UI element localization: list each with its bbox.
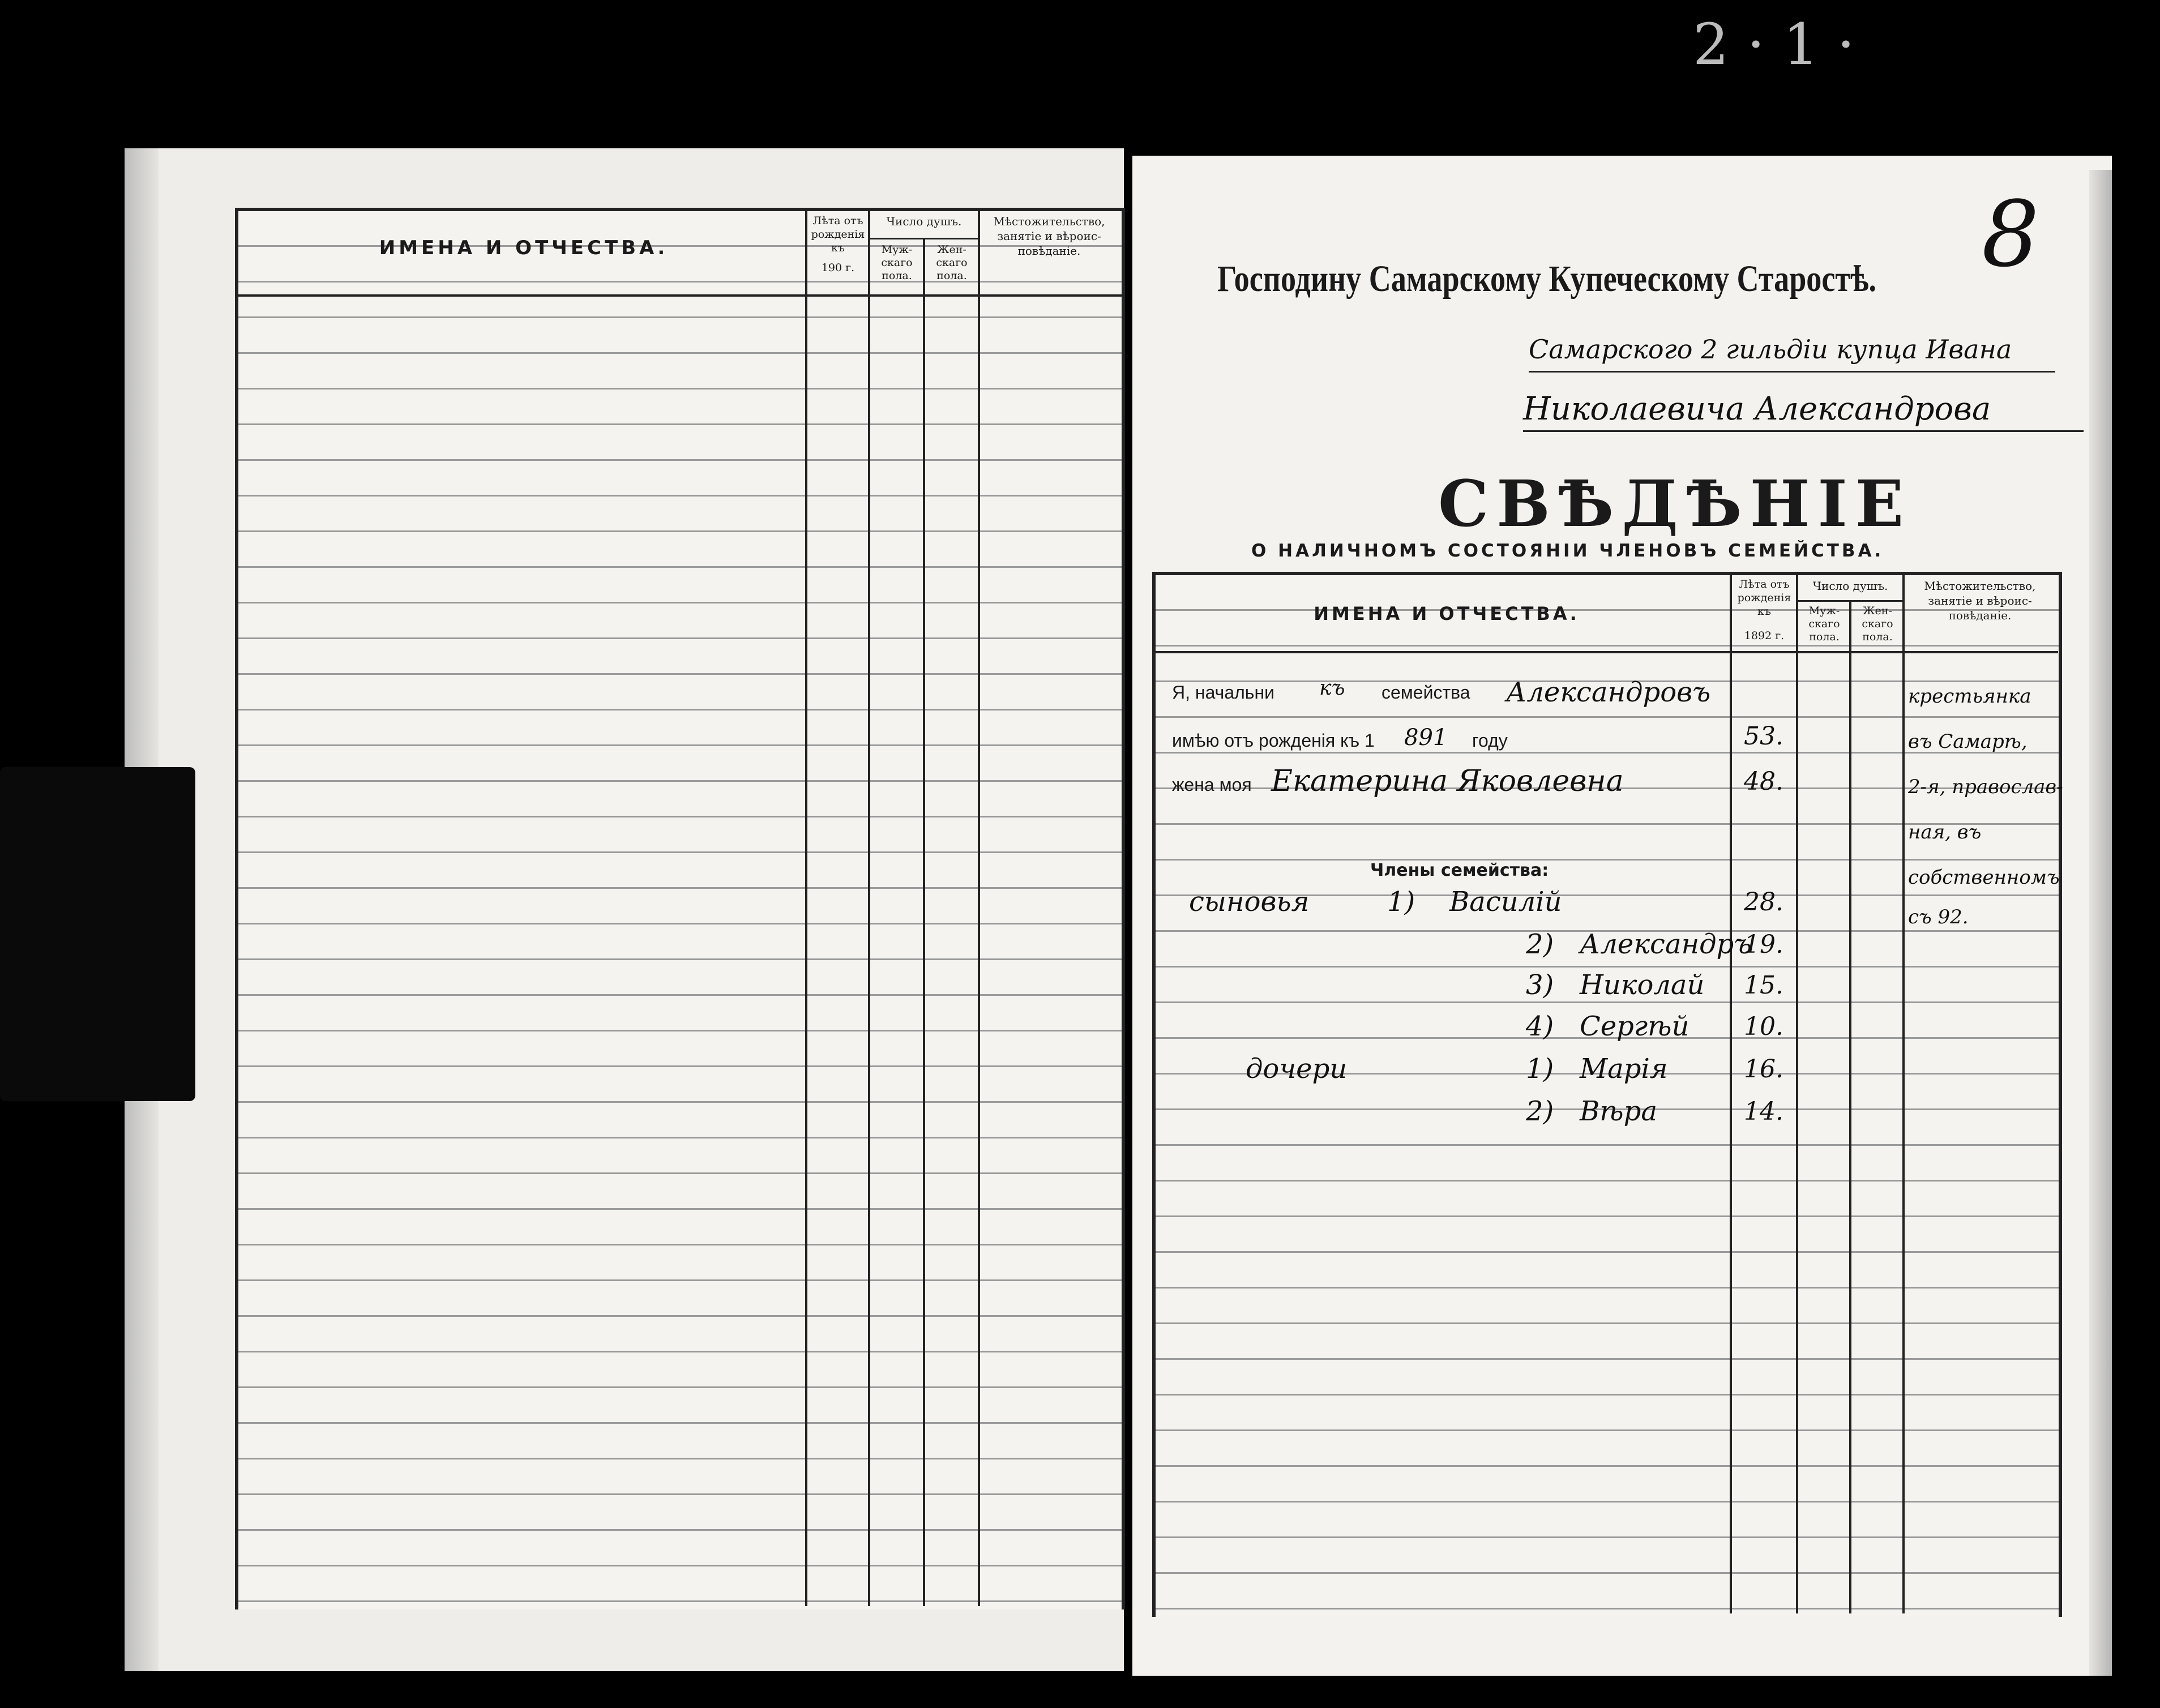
- right-header-rule: [1152, 651, 2058, 653]
- left-ledger-table: [235, 208, 1125, 1609]
- left-header-names: ИМЕНА И ОТЧЕСТВА.: [379, 237, 669, 259]
- member-age: 10.: [1744, 1012, 1783, 1041]
- born-year: 891: [1404, 725, 1448, 751]
- right-col-divider: [1849, 600, 1851, 1613]
- residence-note-line: въ Самарѣ,: [1908, 730, 2028, 753]
- left-col-divider: [868, 208, 870, 1606]
- document-subtitle: О НАЛИЧНОМЪ СОСТОЯНІИ ЧЛЕНОВЪ СЕМЕЙСТВА.: [1251, 541, 1884, 561]
- merchant-underline-2: [1523, 430, 2084, 432]
- wife-age: 48.: [1744, 767, 1783, 796]
- head-family-word: семейства: [1381, 682, 1470, 703]
- born-prefix: имѣю отъ рожденія къ 1: [1172, 730, 1375, 751]
- born-suffix: году: [1472, 730, 1508, 751]
- right-ledger-table: [1152, 572, 2062, 1617]
- right-header-year: 1892 г.: [1744, 630, 1785, 642]
- left-col-divider: [923, 238, 925, 1606]
- left-header-male: Муж-скаго пола.: [881, 243, 913, 282]
- member-name: Сергѣй: [1580, 1011, 1689, 1042]
- right-header-residence: Мѣстожительство, занятіе и вѣроис-повѣданіе.: [1924, 579, 2036, 622]
- left-header-rule: [235, 294, 1122, 297]
- residence-note-line: ная, въ: [1908, 821, 1982, 844]
- member-num: 3): [1526, 969, 1554, 1001]
- member-num: 1): [1526, 1053, 1554, 1085]
- left-souls-rule: [868, 238, 978, 239]
- left-header-residence: Мѣстожительство, занятіе и вѣроис-повѣданіе.: [993, 215, 1105, 258]
- residence-note-line: съ 92.: [1908, 906, 1969, 928]
- address-line: Господину Самарскому Купеческому Старостѣ.: [1217, 258, 1876, 299]
- right-header-age: Лѣта отъ рожденія къ: [1737, 578, 1791, 618]
- merchant-line-1: Самарского 2 гильдіи купца Ивана: [1529, 334, 2012, 365]
- wife-prefix: жена моя: [1172, 774, 1252, 795]
- left-header-year: 190 г.: [821, 262, 855, 274]
- merchant-line-2: Николаевича Александрова: [1523, 391, 1991, 427]
- head-age: 53.: [1744, 722, 1783, 751]
- binding-clip: [0, 767, 195, 1101]
- page-number: 8: [1982, 181, 2039, 287]
- document-title: СВѢДѢНІЕ: [1438, 467, 1912, 541]
- left-header-female: Жен-скаго пола.: [936, 243, 968, 282]
- residence-note-line: собственномъ: [1908, 866, 2060, 889]
- right-col-divider: [1730, 572, 1732, 1613]
- member-name: Александръ: [1580, 928, 1752, 960]
- right-col-divider: [1796, 572, 1798, 1613]
- right-page-edge: [2089, 170, 2112, 1676]
- member-num: 2): [1526, 1095, 1554, 1127]
- member-num: 2): [1526, 928, 1554, 960]
- archive-marks: 2 · 1 ·: [1693, 11, 1855, 78]
- member-age: 19.: [1744, 930, 1783, 959]
- head-prefix: Я, начальни: [1172, 682, 1275, 703]
- member-num: 4): [1526, 1011, 1554, 1042]
- member-group: сыновья: [1189, 886, 1310, 918]
- wife-name: Екатерина Яковлевна: [1271, 764, 1624, 798]
- left-col-divider: [805, 208, 807, 1606]
- member-age: 15.: [1744, 971, 1783, 1000]
- member-age: 16.: [1744, 1055, 1783, 1084]
- member-group: дочери: [1246, 1053, 1348, 1085]
- residence-note-line: 2-я, православ-: [1908, 776, 2063, 798]
- right-header-souls: Число душъ.: [1812, 579, 1888, 593]
- member-name: Василій: [1449, 886, 1562, 918]
- member-age: 28.: [1744, 888, 1783, 917]
- right-header-female: Жен-скаго пола.: [1862, 605, 1893, 643]
- head-suffix: къ: [1319, 677, 1345, 700]
- right-souls-rule: [1796, 600, 1902, 602]
- member-num: 1): [1387, 886, 1415, 918]
- right-col-divider: [1902, 572, 1905, 1613]
- members-heading: Члены семейства:: [1370, 861, 1549, 880]
- head-surname: Александровъ: [1506, 677, 1711, 708]
- member-name: Николай: [1580, 969, 1705, 1001]
- member-name: Марія: [1580, 1053, 1668, 1085]
- member-age: 14.: [1744, 1097, 1783, 1126]
- right-header-male: Муж-скаго пола.: [1808, 605, 1840, 643]
- residence-note-line: крестьянка: [1908, 685, 2031, 708]
- left-header-souls: Число душъ.: [886, 215, 962, 228]
- left-header-age: Лѣта отъ рожденія къ: [811, 215, 865, 254]
- left-col-divider: [978, 208, 980, 1606]
- merchant-underline-1: [1529, 371, 2055, 373]
- right-header-names: ИМЕНА И ОТЧЕСТВА.: [1314, 603, 1580, 624]
- member-name: Вѣра: [1580, 1095, 1657, 1127]
